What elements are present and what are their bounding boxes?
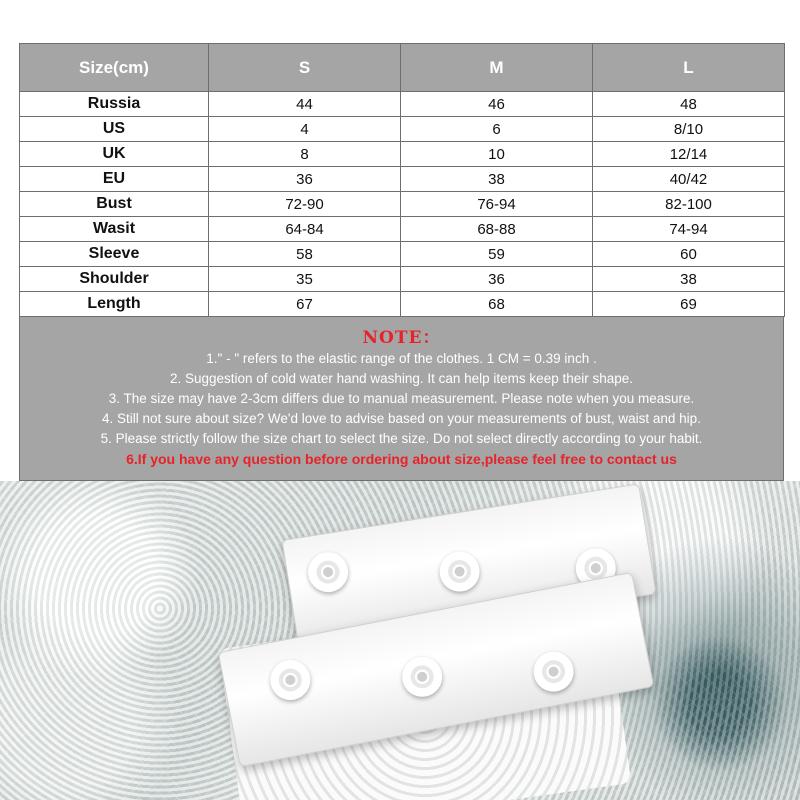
cell-value: 38 bbox=[401, 167, 593, 192]
row-label: UK bbox=[20, 142, 209, 167]
cell-value: 6 bbox=[401, 117, 593, 142]
note-line: 5. Please strictly follow the size chart to select the size. Do not select directly according to your habit. bbox=[100, 431, 703, 446]
contact-note: 6.If you have any question before ordering about size,please feel free to contact us bbox=[126, 451, 677, 467]
cell-value: 8 bbox=[209, 142, 401, 167]
cell-value: 35 bbox=[209, 267, 401, 292]
product-photo bbox=[0, 481, 800, 800]
cell-value: 38 bbox=[593, 267, 785, 292]
note-box bbox=[19, 317, 784, 481]
table-header-row bbox=[20, 44, 785, 92]
cell-value: 72-90 bbox=[209, 192, 401, 217]
cell-value: 59 bbox=[401, 242, 593, 267]
note-line: 3. The size may have 2-3cm differs due to manual measurement. Please note when you measure. bbox=[108, 391, 695, 406]
header-l: L bbox=[593, 44, 785, 92]
snap-button-icon bbox=[399, 653, 446, 700]
snap-button-icon bbox=[305, 549, 351, 595]
table-row bbox=[20, 117, 785, 142]
note-line: 1." - " refers to the elastic range of the clothes. 1 CM = 0.39 inch . bbox=[206, 351, 597, 366]
cell-value: 46 bbox=[401, 92, 593, 117]
cell-value: 48 bbox=[593, 92, 785, 117]
header-size: Size(cm) bbox=[20, 44, 209, 92]
note-title: NOTE： bbox=[362, 328, 441, 348]
row-label: EU bbox=[20, 167, 209, 192]
row-label: Bust bbox=[20, 192, 209, 217]
table-row bbox=[20, 217, 785, 242]
cell-value: 44 bbox=[209, 92, 401, 117]
row-label: Sleeve bbox=[20, 242, 209, 267]
cell-value: 58 bbox=[209, 242, 401, 267]
snap-button-icon bbox=[530, 648, 577, 695]
cell-value: 68 bbox=[401, 292, 593, 317]
cell-value: 8/10 bbox=[593, 117, 785, 142]
cell-value: 10 bbox=[401, 142, 593, 167]
table-row bbox=[20, 242, 785, 267]
table-row bbox=[20, 92, 785, 117]
row-label: Wasit bbox=[20, 217, 209, 242]
header-s: S bbox=[209, 44, 401, 92]
row-label: Shoulder bbox=[20, 267, 209, 292]
cell-value: 74-94 bbox=[593, 217, 785, 242]
header-m: M bbox=[401, 44, 593, 92]
cell-value: 60 bbox=[593, 242, 785, 267]
note-line: 2. Suggestion of cold water hand washing. It can help items keep their shape. bbox=[169, 371, 634, 386]
cell-value: 64-84 bbox=[209, 217, 401, 242]
size-table bbox=[19, 43, 785, 317]
table-row bbox=[20, 142, 785, 167]
cell-value: 76-94 bbox=[401, 192, 593, 217]
cell-value: 82-100 bbox=[593, 192, 785, 217]
cell-value: 36 bbox=[401, 267, 593, 292]
cell-value: 69 bbox=[593, 292, 785, 317]
note-line: 4. Still not sure about size? We'd love to advise based on your measurements of bust, waist and hip. bbox=[102, 411, 701, 426]
table-row bbox=[20, 267, 785, 292]
table-row bbox=[20, 192, 785, 217]
table-row bbox=[20, 167, 785, 192]
cell-value: 67 bbox=[209, 292, 401, 317]
table-row bbox=[20, 292, 785, 317]
row-label: Length bbox=[20, 292, 209, 317]
cell-value: 68-88 bbox=[401, 217, 593, 242]
snap-button-icon bbox=[267, 657, 314, 704]
row-label: Russia bbox=[20, 92, 209, 117]
cell-value: 40/42 bbox=[593, 167, 785, 192]
cell-value: 12/14 bbox=[593, 142, 785, 167]
snap-button-icon bbox=[437, 549, 483, 595]
size-chart bbox=[19, 43, 784, 481]
cell-value: 4 bbox=[209, 117, 401, 142]
row-label: US bbox=[20, 117, 209, 142]
cell-value: 36 bbox=[209, 167, 401, 192]
